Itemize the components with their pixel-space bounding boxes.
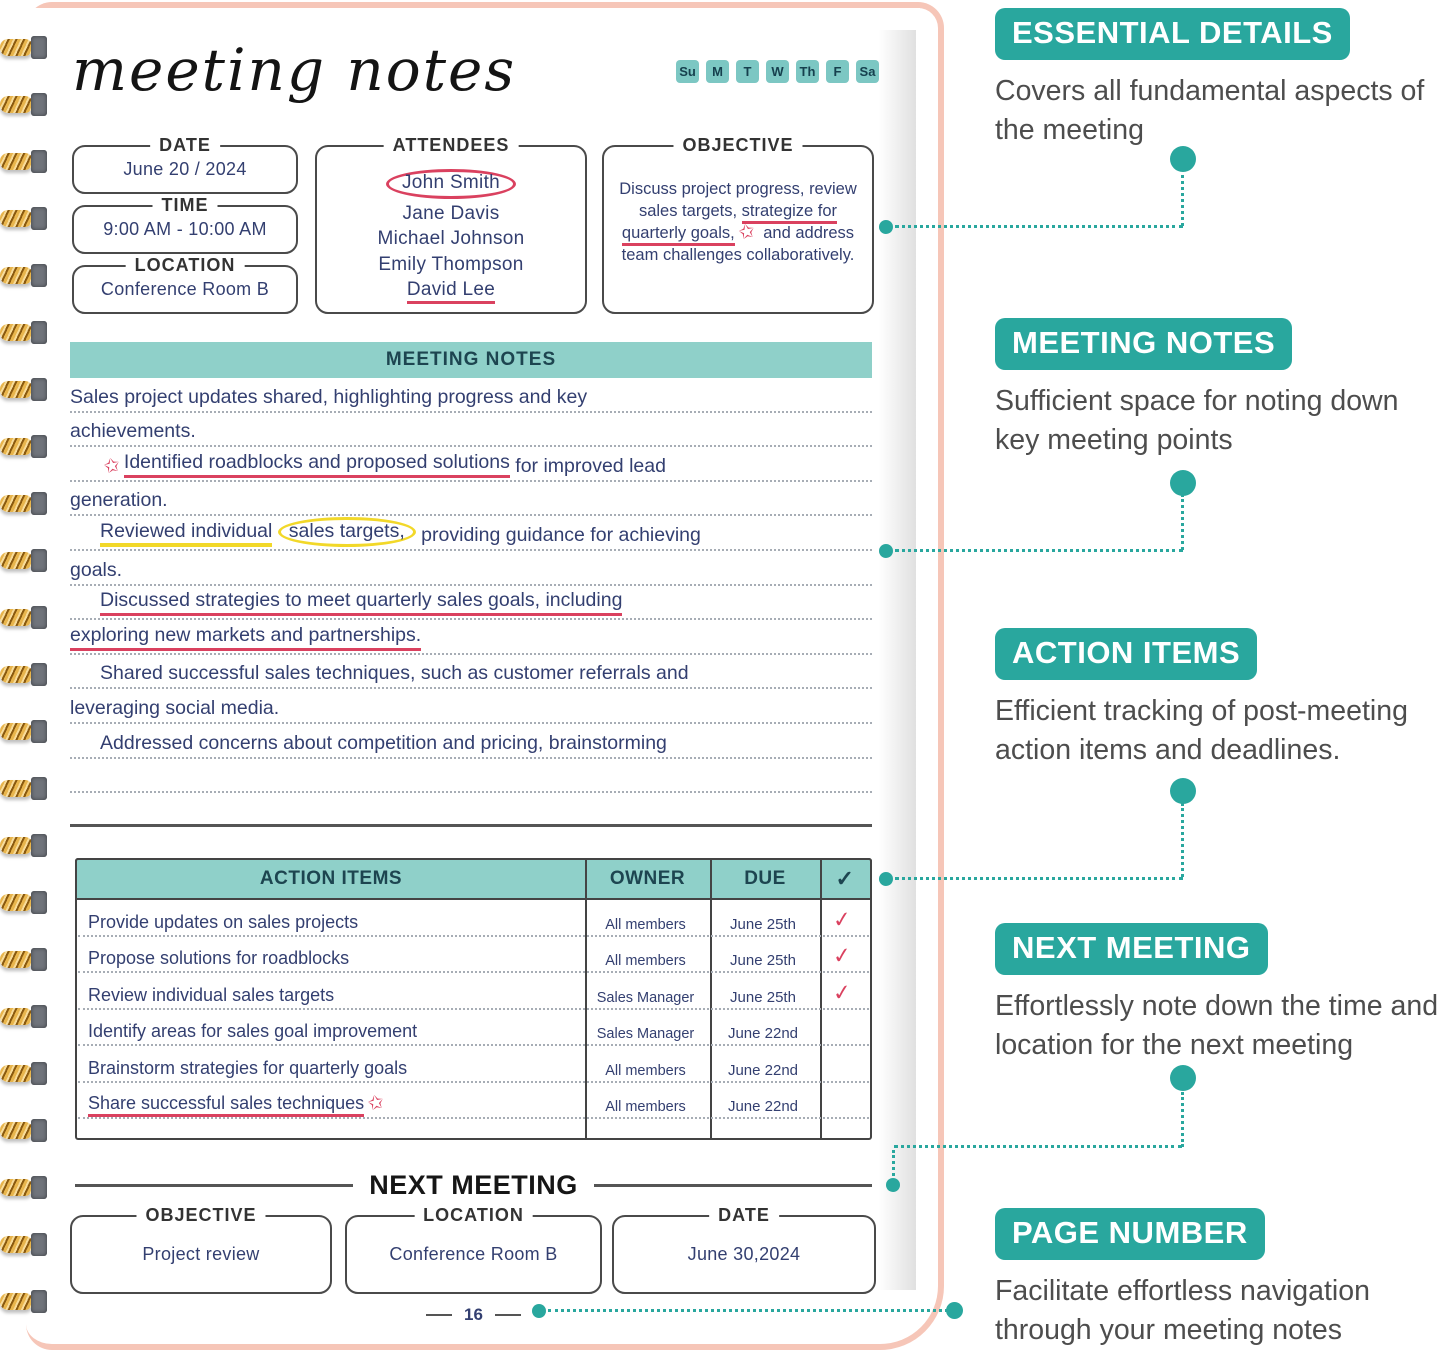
connector-line — [892, 1150, 895, 1176]
col-header-owner: OWNER — [609, 868, 686, 889]
weekday-row — [676, 60, 879, 83]
coil-hole — [31, 1176, 47, 1199]
coil-wire — [0, 552, 33, 569]
coil-hole — [31, 93, 47, 116]
coil-hole — [31, 1005, 47, 1028]
spiral-coil — [0, 1005, 50, 1029]
next-objective-value: Project review — [142, 1244, 260, 1264]
annotation-action-items — [995, 628, 1445, 771]
col-header-check: ✓ — [835, 866, 855, 891]
text-segment: Discussed strategies to meet quarterly sales goals, including — [100, 589, 622, 616]
weekday-chip: F — [826, 60, 849, 83]
text-segment: leveraging social media. — [70, 696, 280, 719]
action-item-cell — [78, 1092, 583, 1115]
due-cell: June 25th — [730, 915, 796, 933]
note-line — [70, 516, 872, 551]
objective-label: OBJECTIVE — [673, 135, 802, 156]
spiral-coil — [0, 891, 50, 915]
coil-wire — [0, 1179, 33, 1196]
check-cell — [818, 1039, 866, 1044]
attendee-name: Jane Davis — [402, 202, 500, 224]
owner-cell: Sales Manager — [596, 1026, 695, 1042]
coil-hole — [31, 1119, 47, 1142]
col-header-action-items: ACTION ITEMS — [259, 868, 403, 889]
due-cell: June 25th — [730, 988, 796, 1006]
weekday-chip: Th — [796, 60, 819, 83]
annotation-badge: ESSENTIAL DETAILS — [995, 8, 1350, 60]
coil-hole — [31, 948, 47, 971]
attendees-box — [315, 135, 587, 314]
spiral-coil — [0, 720, 50, 744]
text-segment: Shared successful sales techniques, such as customer referrals and — [100, 662, 689, 685]
check-cell — [818, 1112, 866, 1117]
action-item-text: Provide updates on sales projects — [88, 911, 359, 932]
spiral-coil — [0, 321, 50, 345]
page-edge-shadow — [878, 30, 916, 1290]
note-line — [70, 378, 872, 413]
coil-hole — [31, 150, 47, 173]
location-box — [72, 255, 298, 314]
coil-wire — [0, 381, 33, 398]
text-segment: providing guidance for achieving — [415, 523, 701, 546]
next-date-value: June 30,2024 — [687, 1244, 801, 1264]
objective-box — [602, 135, 874, 314]
coil-wire — [0, 438, 33, 455]
spiral-coil — [0, 36, 50, 60]
annotation-page-number — [995, 1208, 1445, 1351]
connector-line — [895, 549, 1183, 552]
spiral-coil — [0, 549, 50, 573]
col-header-due: DUE — [744, 868, 786, 889]
spiral-coil — [0, 150, 50, 174]
page-number-dash — [426, 1314, 452, 1316]
annotation-badge: NEXT MEETING — [995, 923, 1268, 975]
coil-hole — [31, 606, 47, 629]
owner-cell: All members — [605, 953, 686, 969]
due-cell: June 22nd — [727, 1061, 799, 1079]
date-box — [72, 135, 298, 194]
coil-wire — [0, 1065, 33, 1082]
text-segment: Discuss project progress, review sales targets, — [619, 180, 857, 220]
coil-hole — [31, 378, 47, 401]
weekday-chip: W — [766, 60, 789, 83]
objective-text — [614, 179, 862, 266]
note-line — [70, 482, 872, 517]
weekday-chip: Sa — [856, 60, 879, 83]
attendee-row — [377, 228, 524, 250]
next-date-label: DATE — [709, 1205, 779, 1226]
spiral-coil — [0, 777, 50, 801]
action-row — [78, 1010, 869, 1047]
action-item-cell — [78, 948, 583, 969]
coil-hole — [31, 435, 47, 458]
connector-dot — [879, 544, 893, 558]
action-item-text: Share successful sales techniques — [88, 1093, 364, 1117]
spiral-coil — [0, 663, 50, 687]
time-value: 9:00 AM - 10:00 AM — [103, 219, 267, 239]
connector-dot — [1170, 1065, 1196, 1091]
spiral-coil — [0, 948, 50, 972]
coil-wire — [0, 837, 33, 854]
coil-hole — [31, 834, 47, 857]
date-value: June 20 / 2024 — [123, 159, 247, 179]
attendees-label: ATTENDEES — [384, 135, 519, 156]
note-line — [70, 586, 872, 621]
connector-dot — [1170, 470, 1196, 496]
heading-rule — [594, 1184, 872, 1187]
due-cell: June 25th — [730, 952, 796, 969]
connector-dot — [879, 220, 893, 234]
attendee-name: David Lee — [407, 279, 495, 304]
connector-dot — [1170, 778, 1196, 804]
annotation-badge: PAGE NUMBER — [995, 1208, 1265, 1260]
attendee-name: Emily Thompson — [378, 253, 524, 275]
coil-wire — [0, 609, 33, 626]
coil-wire — [0, 894, 33, 911]
text-segment: strategize for quarterly goals, — [622, 202, 837, 247]
coil-hole — [31, 720, 47, 743]
due-cell: June 22nd — [727, 1098, 799, 1115]
weekday-chip: Su — [676, 60, 699, 83]
spiral-coil — [0, 264, 50, 288]
check-cell — [818, 1076, 866, 1081]
text-segment: Reviewed individual — [100, 520, 272, 547]
spiral-coil — [0, 606, 50, 630]
check-cell: ✓ — [831, 905, 853, 933]
meeting-notes-header: MEETING NOTES — [70, 342, 872, 378]
action-item-text: Brainstorm strategies for quarterly goals — [88, 1057, 408, 1078]
attendee-row — [378, 254, 523, 276]
connector-dot — [886, 1178, 900, 1192]
coil-hole — [31, 321, 47, 344]
action-items-rows — [78, 900, 869, 1119]
action-row — [78, 937, 869, 974]
text-segment: sales targets, — [278, 517, 416, 547]
spiral-coil — [0, 1062, 50, 1086]
coil-hole — [31, 207, 47, 230]
connector-line — [1181, 803, 1184, 877]
action-item-text: Propose solutions for roadblocks — [88, 948, 350, 968]
connector-line — [1181, 494, 1184, 550]
connector-dot — [879, 872, 893, 886]
owner-cell: All members — [605, 916, 686, 933]
annotation-meeting-notes — [995, 318, 1445, 461]
spiral-coil — [0, 834, 50, 858]
owner-cell: All members — [605, 1062, 686, 1079]
next-meeting-title: NEXT MEETING — [369, 1170, 578, 1200]
attendee-row — [407, 279, 495, 301]
note-line — [70, 655, 872, 690]
connector-line — [1181, 1092, 1184, 1147]
coil-hole — [31, 549, 47, 572]
connector-line — [548, 1309, 948, 1312]
note-line — [70, 620, 872, 655]
text-segment: achievements. — [70, 420, 196, 443]
note-line — [70, 447, 872, 482]
text-segment: Identified roadblocks and proposed solutions — [124, 451, 510, 478]
note-line — [70, 551, 872, 586]
coil-hole — [31, 891, 47, 914]
spiral-coil — [0, 1176, 50, 1200]
annotation-description: Covers all fundamental aspects of the meeting — [995, 75, 1425, 147]
connector-line — [895, 225, 1183, 228]
coil-wire — [0, 495, 33, 512]
coil-wire — [0, 96, 33, 113]
annotation-next-meeting — [995, 923, 1445, 1066]
annotation-badge: MEETING NOTES — [995, 318, 1292, 370]
page-number-dash — [495, 1314, 521, 1316]
annotation-description: Effortlessly note down the time and location for the next meeting — [995, 990, 1439, 1062]
date-label: DATE — [150, 135, 220, 156]
action-row — [78, 1046, 869, 1083]
note-line — [70, 759, 872, 794]
coil-hole — [31, 1062, 47, 1085]
star-doodle: ✩ — [736, 220, 757, 245]
heading-rule — [75, 1184, 353, 1187]
coil-hole — [31, 492, 47, 515]
action-row — [78, 900, 869, 937]
coil-wire — [0, 210, 33, 227]
text-segment: for improved lead — [509, 454, 666, 477]
coil-hole — [31, 1290, 47, 1313]
location-label: LOCATION — [126, 255, 245, 276]
section-divider — [70, 824, 872, 827]
next-location-box — [345, 1205, 602, 1294]
annotation-description: Facilitate effortless navigation through your meeting notes — [995, 1275, 1370, 1347]
spiral-coil — [0, 207, 50, 231]
action-items-table-header — [75, 858, 872, 900]
action-item-cell — [78, 1021, 583, 1042]
connector-line — [1181, 168, 1184, 226]
coil-hole — [31, 777, 47, 800]
text-segment: goals. — [70, 558, 123, 581]
action-item-text: Identify areas for sales goal improvement — [88, 1021, 418, 1041]
attendee-row — [386, 169, 516, 199]
annotation-badge: ACTION ITEMS — [995, 628, 1257, 680]
check-cell: ✓ — [831, 942, 853, 969]
coil-hole — [31, 264, 47, 287]
page-number — [75, 1305, 872, 1325]
spiral-coil — [0, 1233, 50, 1257]
note-line — [70, 724, 872, 759]
note-line — [70, 689, 872, 724]
annotation-description: Sufficient space for noting down key meeting points — [995, 385, 1399, 457]
coil-hole — [31, 1233, 47, 1256]
next-date-box — [612, 1205, 876, 1294]
coil-wire — [0, 780, 33, 797]
page-number-value: 16 — [464, 1305, 483, 1324]
next-objective-box — [70, 1205, 332, 1294]
location-value: Conference Room B — [100, 279, 270, 299]
coil-wire — [0, 1122, 33, 1139]
spiral-coil — [0, 1290, 50, 1314]
connector-dot — [946, 1302, 963, 1319]
action-row — [78, 973, 869, 1010]
coil-hole — [31, 663, 47, 686]
owner-cell: All members — [605, 1099, 686, 1115]
annotation-description: Efficient tracking of post-meeting action items and deadlines. — [995, 695, 1408, 767]
action-item-cell — [78, 985, 583, 1006]
coil-hole — [31, 36, 47, 59]
weekday-chip: T — [736, 60, 759, 83]
text-segment: Sales project updates shared, highlighting progress and key — [70, 385, 588, 408]
coil-wire — [0, 153, 33, 170]
next-location-label: LOCATION — [414, 1205, 533, 1226]
time-box — [72, 195, 298, 254]
star-doodle: ✩ — [101, 454, 122, 479]
text-segment — [272, 524, 277, 547]
page-title: meeting notes — [72, 36, 517, 104]
text-segment: and address team challenges collaboratively. — [621, 224, 855, 264]
coil-wire — [0, 1236, 33, 1253]
text-segment: exploring new markets and partnerships. — [70, 624, 421, 651]
spiral-coil — [0, 1119, 50, 1143]
attendee-row — [403, 203, 500, 225]
coil-wire — [0, 723, 33, 740]
text-segment: generation. — [70, 489, 168, 512]
owner-cell: Sales Manager — [596, 989, 695, 1006]
meeting-notes-lines — [70, 378, 872, 793]
weekday-chip: M — [706, 60, 729, 83]
spiral-coil — [0, 378, 50, 402]
attendees-list — [317, 169, 585, 301]
action-item-text: Review individual sales targets — [88, 984, 335, 1005]
check-cell: ✓ — [831, 978, 853, 1006]
connector-line — [895, 877, 1183, 880]
note-line — [70, 413, 872, 448]
attendee-name: Michael Johnson — [377, 228, 525, 249]
action-item-cell — [78, 912, 583, 933]
spiral-coil — [0, 435, 50, 459]
coil-wire — [0, 1008, 33, 1025]
coil-wire — [0, 324, 33, 341]
attendee-name: John Smith — [386, 169, 516, 199]
next-meeting-heading — [75, 1170, 872, 1201]
star-doodle: ✩ — [366, 1091, 387, 1116]
time-label: TIME — [153, 195, 218, 216]
coil-wire — [0, 39, 33, 56]
due-cell: June 22nd — [727, 1025, 799, 1042]
next-location-value: Conference Room B — [389, 1244, 558, 1264]
connector-dot — [532, 1304, 546, 1318]
spiral-coil — [0, 93, 50, 117]
text-segment: Addressed concerns about competition and pricing, brainstorming — [100, 731, 667, 754]
coil-wire — [0, 1293, 33, 1310]
connector-line — [894, 1145, 1182, 1148]
coil-wire — [0, 666, 33, 683]
next-objective-label: OBJECTIVE — [136, 1205, 265, 1226]
annotation-essential-details — [995, 8, 1445, 151]
action-item-cell — [78, 1058, 583, 1079]
coil-wire — [0, 267, 33, 284]
action-row — [78, 1083, 869, 1120]
spiral-coil — [0, 492, 50, 516]
coil-wire — [0, 951, 33, 968]
